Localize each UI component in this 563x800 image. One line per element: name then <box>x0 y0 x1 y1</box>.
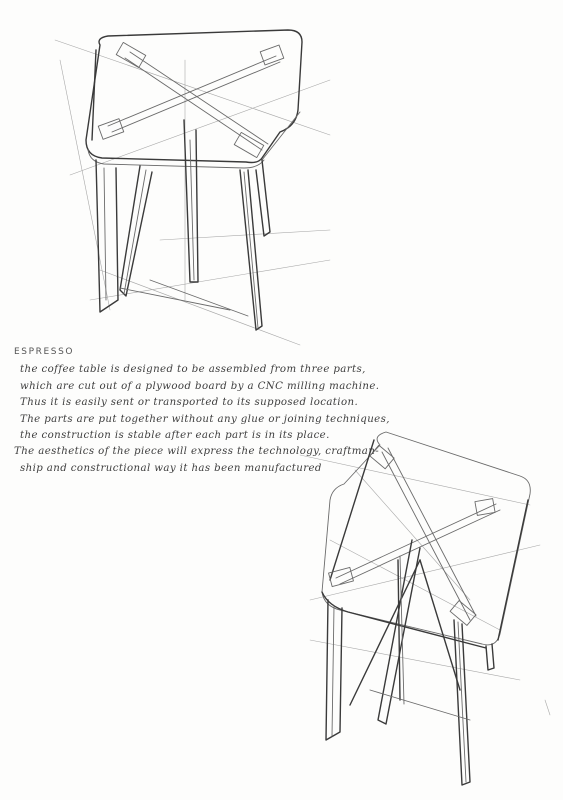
notes-line: The aesthetics of the piece will express the technology, craftman- <box>14 446 380 458</box>
notes-line: The parts are put together without any glue or joining techniques, <box>20 413 390 425</box>
notes-title: ESPRESSO <box>14 347 75 357</box>
notes-line: which are cut out of a plywood board by a CNC milling machine. <box>20 380 380 392</box>
notes-line: the coffee table is designed to be assembled from three parts, <box>20 364 366 376</box>
notes-line: ship and constructional way it has been manufactured <box>20 462 322 474</box>
notes-line: Thus it is easily sent or transported to its supposed location. <box>20 397 359 409</box>
notes-line: the construction is stable after each part is in its place. <box>20 430 330 442</box>
handwritten-notes <box>14 344 444 477</box>
